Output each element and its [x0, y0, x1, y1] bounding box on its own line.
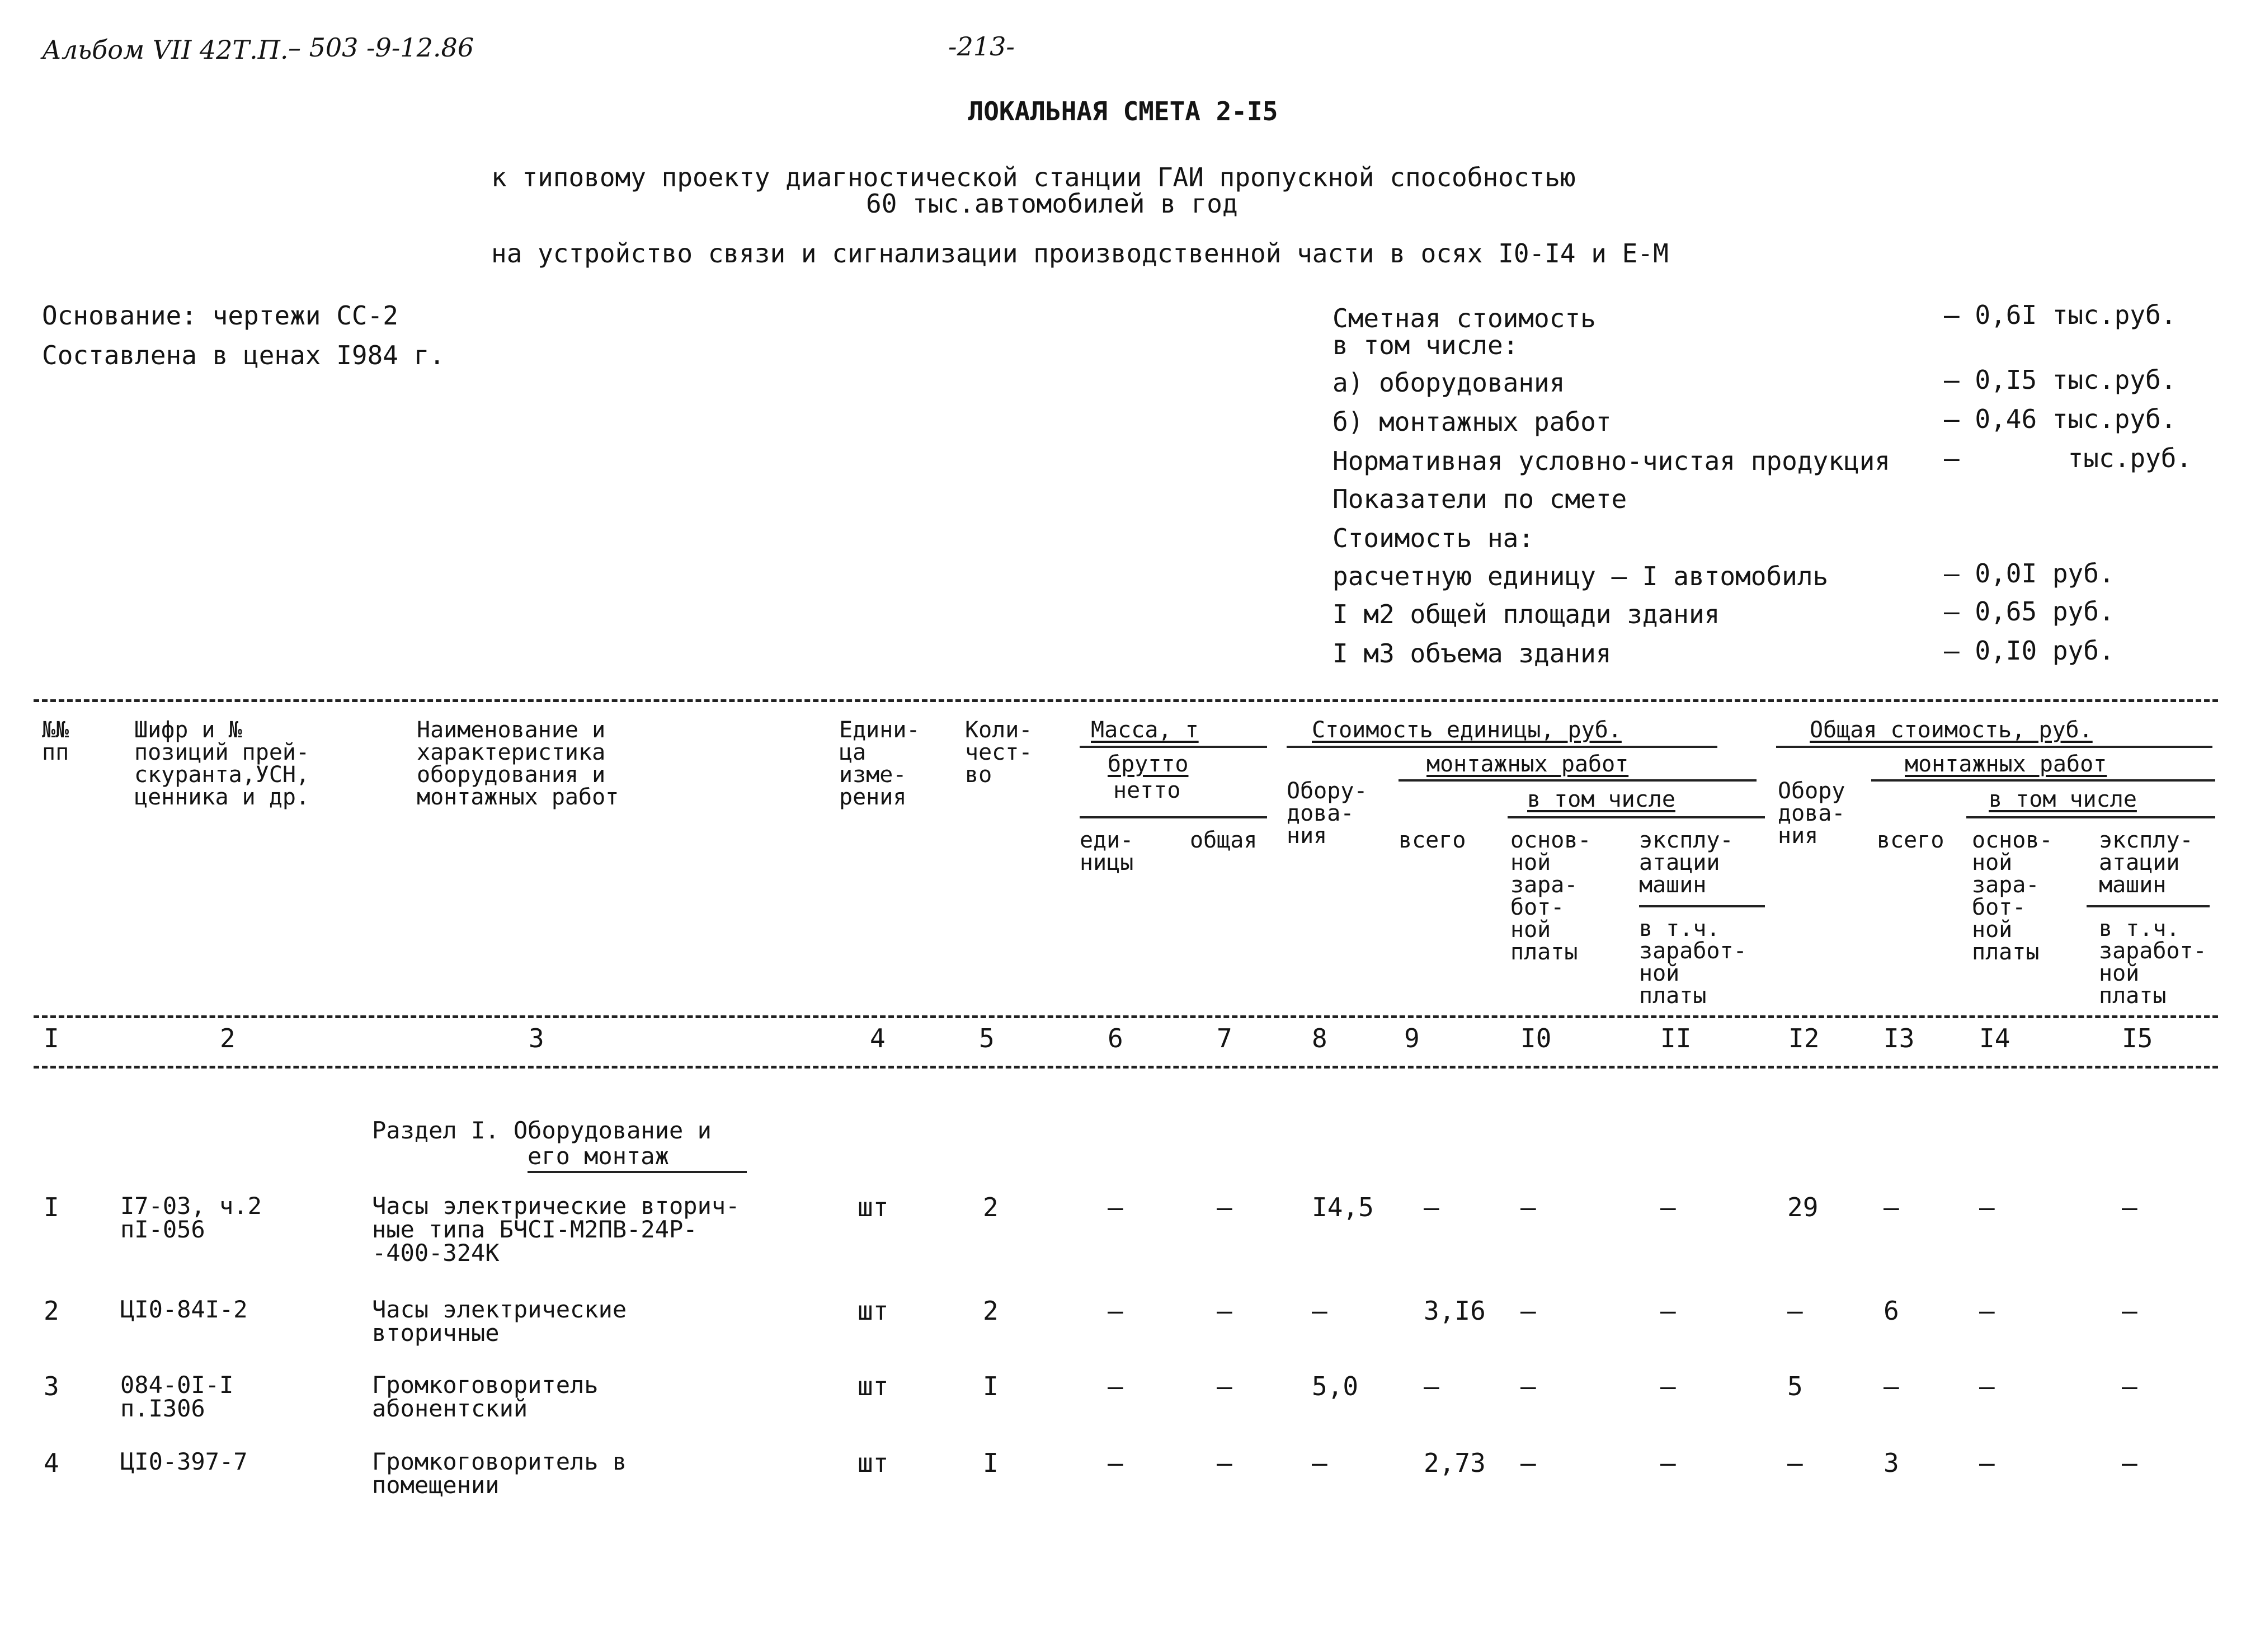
section-title: Раздел I. Оборудование и — [372, 1117, 712, 1144]
col-number: 7 — [1217, 1023, 1232, 1053]
row-unit: шт — [858, 1296, 889, 1326]
header-top-rule — [34, 699, 2218, 702]
row-code: ЦI0-84I-2 — [120, 1296, 248, 1323]
summary-mount-value: – 0,46 тыс.руб. — [1944, 404, 2177, 434]
row-mass-unit: – — [1108, 1448, 1123, 1478]
album-label: Альбом VII 42Т.П. — [42, 35, 289, 65]
row-number: I — [44, 1192, 59, 1222]
total-cost-header: Общая стоимость, руб. — [1810, 717, 2093, 743]
row-mass-unit: – — [1108, 1371, 1123, 1401]
section-subtitle: его монтаж — [528, 1142, 669, 1170]
total-machine-wage-header: в т.ч. заработ- ной платы — [2099, 916, 2207, 1009]
row-unit-equip: 5,0 — [1312, 1371, 1359, 1401]
summary-unit-label: расчетную единицу – I автомобиль — [1332, 561, 1829, 591]
row-number: 2 — [44, 1296, 59, 1326]
unit-machine-wage-header: в т.ч. заработ- ной платы — [1639, 916, 1747, 1009]
page-number: -213- — [948, 31, 1015, 62]
total-wage-header: основ- ной зара- бот- ной платы — [1972, 827, 2053, 965]
col-code-header: Шифр и № позиций прей- скуранта,УСН, ценника и др. — [134, 717, 310, 810]
row-total-machine: – — [2122, 1192, 2137, 1222]
summary-m3-value: – 0,I0 руб. — [1944, 636, 2115, 666]
row-code: 084-0I-I п.I306 — [120, 1371, 234, 1422]
total-incl-header: в том числе — [1989, 787, 2137, 812]
col-number: 9 — [1404, 1023, 1420, 1053]
unit-all-header: всего — [1399, 827, 1466, 853]
total-mount-header: монтажных работ — [1905, 751, 2107, 777]
row-total-equip: 5 — [1787, 1371, 1803, 1401]
row-total-all: 3 — [1884, 1448, 1899, 1478]
col-number: II — [1660, 1023, 1692, 1053]
row-unit-equip: – — [1312, 1448, 1327, 1478]
col-number: I3 — [1884, 1023, 1915, 1053]
summary-equip-value: – 0,I5 тыс.руб. — [1944, 365, 2177, 395]
col-number: I2 — [1788, 1023, 1820, 1053]
title-line-1: к типовому проекту диагностической станции ГАИ пропускной способностью — [491, 162, 1576, 192]
row-name: Громкоговоритель в помещении — [372, 1448, 627, 1499]
col-number: 2 — [220, 1023, 236, 1053]
row-code: I7-03, ч.2 пI-056 — [120, 1192, 262, 1243]
row-total-all: 6 — [1884, 1296, 1899, 1326]
row-unit-all: 2,73 — [1424, 1448, 1486, 1478]
row-code: ЦI0-397-7 — [120, 1448, 248, 1475]
row-total-wage: – — [1979, 1296, 1995, 1326]
row-number: 3 — [44, 1371, 59, 1401]
summary-equip-label: а) оборудования — [1332, 368, 1565, 398]
summary-norm-value: – тыс.руб. — [1944, 443, 2192, 473]
unit-machine-header: эксплу- атации машин — [1639, 827, 1734, 898]
summary-m2-value: – 0,65 руб. — [1944, 596, 2115, 627]
row-mass-total: – — [1217, 1296, 1232, 1326]
row-qty: 2 — [983, 1192, 999, 1222]
row-total-wage: – — [1979, 1371, 1995, 1401]
row-name: Часы электрические вторич- ные типа БЧСI-М2ПВ-24Р- -400-324К — [372, 1192, 740, 1267]
row-total-machine: – — [2122, 1296, 2137, 1326]
total-all-header: всего — [1877, 827, 1944, 853]
row-qty: I — [983, 1371, 999, 1401]
header-middle-rule — [34, 1015, 2218, 1018]
row-name: Громкоговоритель абонентский — [372, 1371, 599, 1422]
title-line-3: на устройство связи и сигнализации производственной части в осях I0-I4 и Е-М — [491, 238, 1669, 269]
unit-incl-header: в том числе — [1527, 787, 1675, 812]
row-mass-unit: – — [1108, 1296, 1123, 1326]
col-unit-header: Едини- ца изме- рения — [839, 717, 920, 810]
title-line-2: 60 тыс.автомобилей в год — [866, 189, 1238, 219]
summary-indicators-label: Показатели по смете — [1332, 484, 1627, 514]
header-bottom-rule — [34, 1066, 2218, 1069]
summary-cost-on-label: Стоимость на: — [1332, 523, 1534, 553]
summary-mount-label: б) монтажных работ — [1332, 407, 1612, 437]
row-unit-equip: I4,5 — [1312, 1192, 1374, 1222]
row-mass-total: – — [1217, 1371, 1232, 1401]
col-number: I5 — [2122, 1023, 2153, 1053]
col-mass-total-header: общая — [1190, 827, 1258, 853]
row-total-wage: – — [1979, 1448, 1995, 1478]
basis-line-1: Основание: чертежи СС-2 — [42, 300, 398, 331]
row-number: 4 — [44, 1448, 59, 1478]
row-unit-machine: – — [1660, 1448, 1676, 1478]
summary-norm-label: Нормативная условно-чистая продукция — [1332, 446, 1890, 476]
col-number: 8 — [1312, 1023, 1327, 1053]
row-total-machine: – — [2122, 1371, 2137, 1401]
row-total-equip: – — [1787, 1448, 1803, 1478]
row-mass-total: – — [1217, 1192, 1232, 1222]
col-number: 4 — [870, 1023, 886, 1053]
summary-m3-label: I м3 объема здания — [1332, 638, 1612, 669]
total-machine-header: эксплу- атации машин — [2099, 827, 2193, 898]
row-unit: шт — [858, 1448, 889, 1478]
row-total-all: – — [1884, 1371, 1899, 1401]
row-unit-equip: – — [1312, 1296, 1327, 1326]
col-name-header: Наименование и характеристика оборудования и монтажных работ — [417, 717, 619, 810]
summary-incl-label: в том числе: — [1332, 330, 1519, 360]
summary-cost-label: Сметная стоимость — [1332, 303, 1596, 333]
unit-equip-header: Обору- дова- ния — [1287, 778, 1368, 849]
summary-m2-label: I м2 общей площади здания — [1332, 599, 1720, 629]
row-unit-wage: – — [1520, 1371, 1536, 1401]
row-mass-total: – — [1217, 1448, 1232, 1478]
summary-cost-value: – 0,6I тыс.руб. — [1944, 300, 2177, 330]
col-num-header: №№ пп — [42, 717, 69, 765]
col-number: 5 — [979, 1023, 995, 1053]
unit-wage-header: основ- ной зара- бот- ной платы — [1510, 827, 1591, 965]
row-mass-unit: – — [1108, 1192, 1123, 1222]
col-number: I0 — [1520, 1023, 1552, 1053]
col-mass-header: Масса, т — [1091, 717, 1199, 743]
col-number: I — [44, 1023, 59, 1053]
row-total-equip: – — [1787, 1296, 1803, 1326]
row-unit-wage: – — [1520, 1192, 1536, 1222]
project-number: – 503 -9-12.86 — [288, 32, 474, 63]
row-unit-all: – — [1424, 1192, 1439, 1222]
row-unit-all: – — [1424, 1371, 1439, 1401]
unit-mount-header: монтажных работ — [1426, 751, 1629, 777]
row-total-machine: – — [2122, 1448, 2137, 1478]
summary-unit-value: – 0,0I руб. — [1944, 558, 2115, 589]
row-unit: шт — [858, 1371, 889, 1401]
row-total-equip: 29 — [1787, 1192, 1819, 1222]
row-unit-wage: – — [1520, 1296, 1536, 1326]
row-unit-machine: – — [1660, 1296, 1676, 1326]
row-total-wage: – — [1979, 1192, 1995, 1222]
row-unit-all: 3,I6 — [1424, 1296, 1486, 1326]
col-number: 3 — [529, 1023, 544, 1053]
unit-cost-header: Стоимость единицы, руб. — [1312, 717, 1622, 743]
total-equip-header: Обору дова- ния — [1778, 778, 1845, 849]
row-qty: I — [983, 1448, 999, 1478]
col-mass-unit-header: еди- ницы — [1080, 827, 1134, 876]
col-brutto-header: брутто — [1108, 751, 1189, 777]
row-unit-machine: – — [1660, 1371, 1676, 1401]
row-unit-wage: – — [1520, 1448, 1536, 1478]
row-total-all: – — [1884, 1192, 1899, 1222]
row-qty: 2 — [983, 1296, 999, 1326]
col-netto-header: нетто — [1113, 778, 1181, 803]
col-qty-header: Коли- чест- во — [965, 717, 1033, 788]
document-title: ЛОКАЛЬНАЯ СМЕТА 2-I5 — [968, 96, 1278, 126]
row-name: Часы электрические вторичные — [372, 1296, 627, 1347]
col-number: I4 — [1979, 1023, 2010, 1053]
col-number: 6 — [1108, 1023, 1123, 1053]
basis-line-2: Составлена в ценах I984 г. — [42, 340, 445, 370]
row-unit: шт — [858, 1192, 889, 1222]
row-unit-machine: – — [1660, 1192, 1676, 1222]
